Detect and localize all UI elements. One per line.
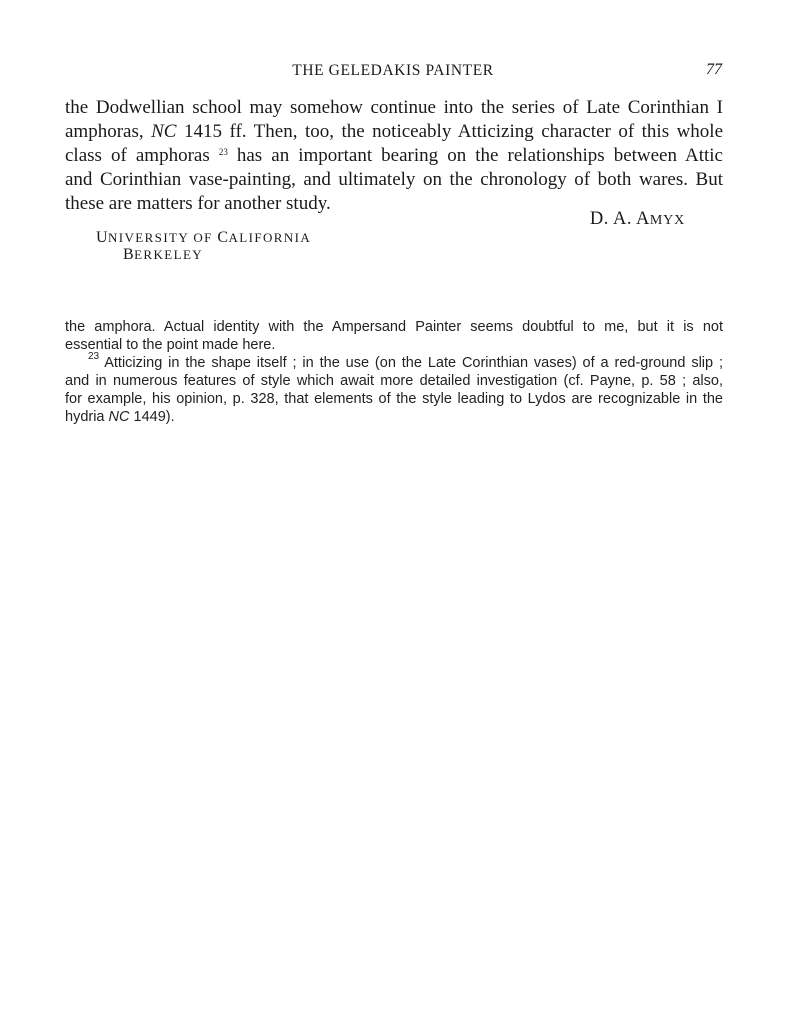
author-surname-smallcaps: MYX [649,213,685,228]
affiliation-cap: C [217,229,229,246]
affiliation-city [123,246,203,264]
body-line-5: these are matters for another study. [65,193,331,214]
affiliation-cap: U [96,229,108,246]
footnote-23-line-3: for example, his opinion, p. 328, that elements of the style leading to Lydos are recognizable in the [65,391,723,407]
body-line-3 [65,144,723,168]
footnote-text: 1449). [133,409,175,425]
footnote-23-line-2: and in numerous features of style which await more detailed investigation (cf. Payne, p. 58 ; also, [65,373,723,389]
body-text: 1415 ff. Then, too, the noticeably Atticizing character of this whole [183,121,724,142]
nc-abbreviation: NC [151,121,177,142]
affiliation-smallcaps: ERKELEY [134,247,204,262]
body-line-1: the Dodwellian school may somehow continue into the series of Late Corinthian I [65,97,723,118]
nc-abbreviation: NC [108,409,130,425]
body-line-2 [65,120,723,144]
affiliation-cap: B [123,246,135,263]
body-text: class of amphoras [65,145,210,166]
body-text: amphoras, [65,121,144,142]
running-header-title: THE GELEDAKIS PAINTER [292,62,494,79]
author-initials: D. A. A [589,209,650,229]
footnote-23-line-4 [65,408,723,426]
page-number: 77 [706,61,722,78]
footnote-text: hydria [65,409,105,425]
affiliation-university [96,229,311,247]
footnote-continuation-line-1: the amphora. Actual identity with the Ampersand Painter seems doubtful to me, but it is not [65,319,723,335]
author-signature [580,209,685,230]
footnote-23-number: 23 [88,351,100,362]
footnote-text: Atticizing in the shape itself ; in the use (on the Late Corinthian vases) of a red-ground slip ; [104,355,723,371]
footnote-continuation-line-2: essential to the point made here. [65,337,276,353]
footnote-23-line-1 [88,351,723,372]
body-text: has an important bearing on the relationships between Attic [236,145,723,166]
body-line-4: and Corinthian vase-painting, and ultimately on the chronology of both wares. But [65,169,723,190]
affiliation-smallcaps: ALIFORNIA [228,230,312,245]
affiliation-smallcaps: NIVERSITY OF [107,230,218,245]
footnote-reference-23[interactable]: 23 [218,147,228,157]
